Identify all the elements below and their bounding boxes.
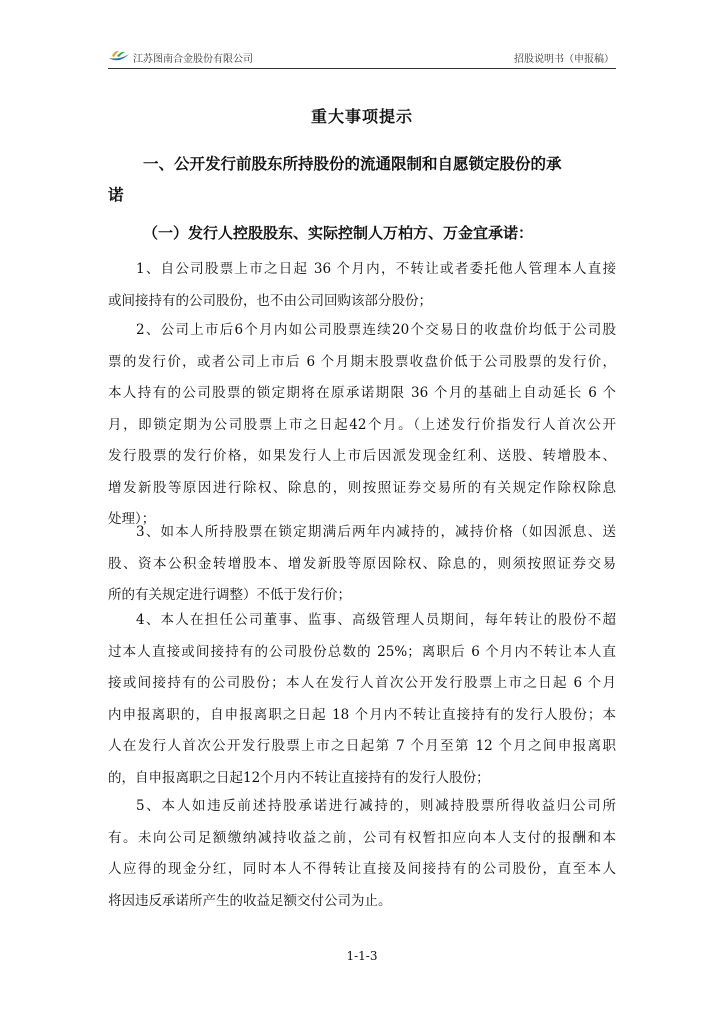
- paragraph-line: 增发新股等原因进行除权、除息的，则按照证券交易所的有关规定作除权除息: [108, 479, 616, 496]
- paragraph-line: 人应得的现金分红，同时本人不得转让直接及间接持有的公司股份，直至本人: [108, 861, 616, 877]
- company-logo-icon: [108, 49, 130, 63]
- paragraph-line: 股、资本公积金转增股本、增发新股等原因除权、除息的，则须按照证券交易: [108, 555, 616, 572]
- paragraph-line: 内申报离职的，自申报离职之日起 18 个月内不转让直接持有的发行人股份；本: [108, 706, 616, 723]
- paragraph-line: 处理）；: [108, 511, 156, 527]
- section-heading-line1: 一、公开发行前股东所持股份的流通限制和自愿锁定股份的承: [143, 155, 562, 173]
- paragraph-line: 接或间接持有的公司股份；本人在发行人首次公开发行股票上市之日起 6 个月: [108, 675, 616, 691]
- header-document-type: 招股说明书（申报稿）: [514, 54, 614, 65]
- paragraph-line: 5、本人如违反前述持股承诺进行减持的，则减持股票所得收益归公司所: [136, 798, 616, 814]
- section-heading-line2: 诺: [108, 186, 124, 204]
- paragraph-2: [108, 315, 616, 536]
- paragraph-line: 本人持有的公司股票的锁定期将在原承诺期限 36 个月的基础上自动延长 6 个: [108, 385, 616, 401]
- paragraph-line: 发行股票的发行价格，如果发行人上市后因派发现金红利、送股、转增股本、: [108, 448, 616, 464]
- paragraph-5: [108, 791, 616, 917]
- paragraph-line: 4、本人在担任公司董事、监事、高级管理人员期间，每年转让的股份不超: [136, 612, 616, 628]
- paragraph-line: 将因违反承诺所产生的收益足额交付公司为止。: [108, 892, 392, 909]
- paragraph-line: 2、公司上市后6个月内如公司股票连续20个交易日的收盘价均低于公司股: [136, 322, 616, 338]
- paragraph-line: 所的有关规定进行调整）不低于发行价；: [108, 587, 351, 603]
- paragraph-3: [108, 517, 616, 612]
- paragraph-line: 3、如本人所持股票在锁定期满后两年内减持的，减持价格（如因派息、送: [136, 524, 616, 540]
- paragraph-line: 或间接持有的公司股份，也不由公司回购该部分股份；: [108, 292, 432, 309]
- paragraph-line: 1、自公司股票上市之日起 36 个月内，不转让或者委托他人管理本人直接: [136, 261, 616, 277]
- paragraph-line: 的，自申报离职之日起12个月内不转让直接持有的发行人股份；: [108, 769, 490, 786]
- page-header: [108, 46, 616, 69]
- paragraph-line: 票的发行价，或者公司上市后 6 个月期末股票收盘价低于公司股票的发行价，: [108, 353, 616, 370]
- page-title: 重大事项提示: [310, 107, 413, 126]
- paragraph-line: 月，即锁定期为公司股票上市之日起42个月。（上述发行价指发行人首次公开: [108, 416, 616, 433]
- page-number: 1-1-3: [346, 949, 378, 963]
- header-company-name: 江苏图南合金股份有限公司: [133, 54, 253, 65]
- paragraph-line: 有。未向公司足额缴纳减持收益之前，公司有权暂扣应向本人支付的报酬和本: [108, 829, 616, 846]
- paragraph-line: 人在发行人首次公开发行股票上市之日起第 7 个月至第 12 个月之间申报离职: [108, 738, 616, 754]
- paragraph-1: [108, 254, 616, 317]
- subsection-heading: （一）发行人控股股东、实际控制人万柏方、万金宜承诺：: [143, 224, 534, 242]
- paragraph-line: 过本人直接或间接持有的公司股份总数的 25%；离职后 6 个月内不转让本人直: [108, 643, 616, 660]
- paragraph-4: [108, 605, 616, 794]
